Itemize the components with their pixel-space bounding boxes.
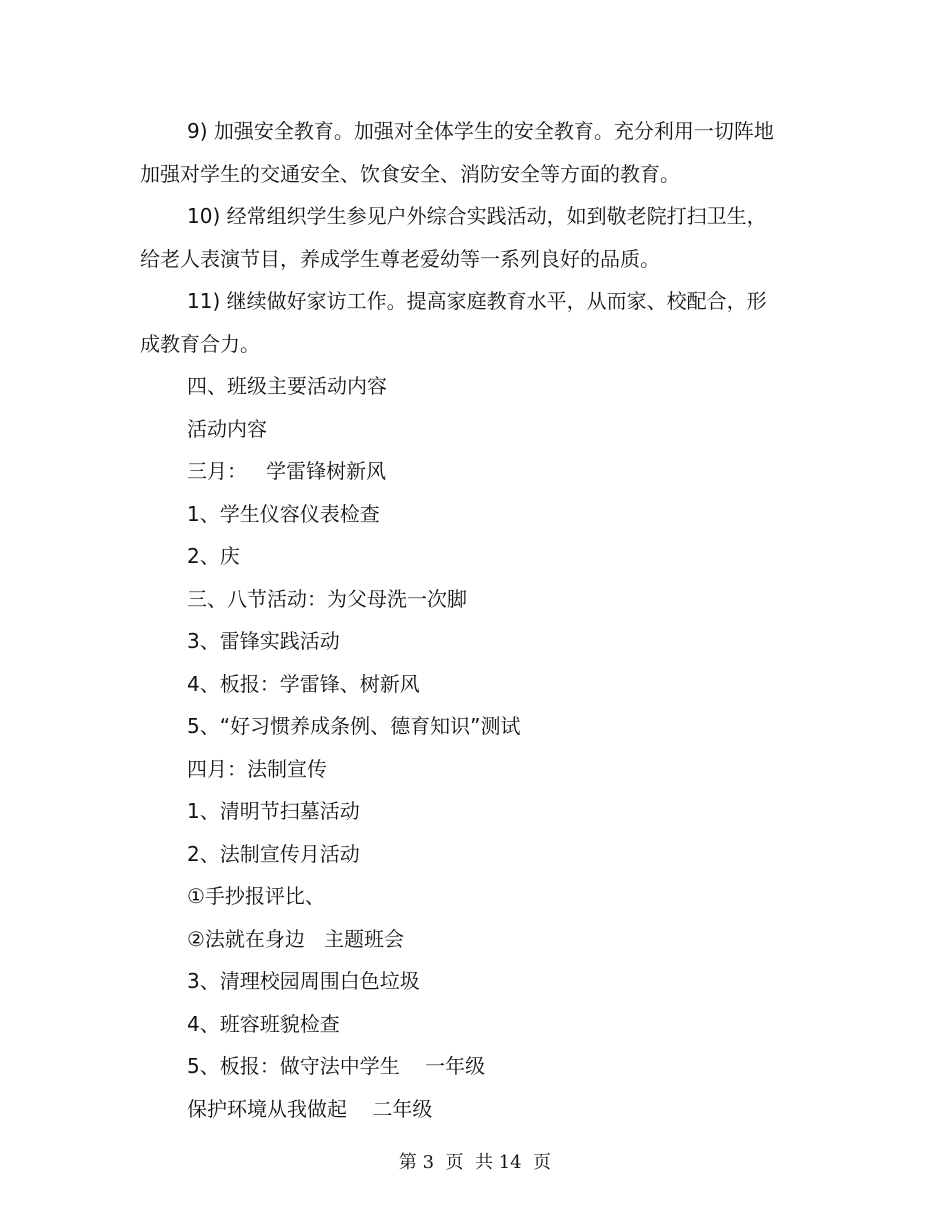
list-item: 1、清明节扫墓活动 — [187, 799, 360, 823]
section-heading: 四、班级主要活动内容 — [187, 374, 387, 398]
list-item: 2、庆 — [187, 544, 240, 568]
list-item: 4、班容班貌检查 — [187, 1011, 340, 1036]
list-item: 3、清理校园周围白色垃圾 — [187, 969, 420, 993]
document-body — [140, 110, 780, 1130]
paragraph-item-11: 11) 继续做好家访工作。提高家庭教育水平，从而家、校配合，形成教育合力。 — [140, 289, 767, 356]
page-number-footer: 第 3 页 共 14 页 — [398, 1152, 552, 1173]
month-heading-april: 四月：法制宣传 — [187, 756, 327, 781]
list-item: 3、雷锋实践活动 — [187, 629, 340, 653]
list-item: 4、板报：学雷锋、树新风 — [187, 671, 420, 696]
list-item: ①手抄报评比、 — [187, 884, 325, 908]
list-item: 1、学生仪容仪表检查 — [187, 501, 380, 526]
list-item: 保护环境从我做起 二年级 — [187, 1096, 433, 1121]
list-item: ②法就在身边 主题班会 — [187, 926, 405, 951]
list-item: 三、八节活动：为父母洗一次脚 — [187, 586, 467, 611]
list-item: 5、“好习惯养成条例、德育知识”测试 — [187, 714, 521, 738]
paragraph-item-9: 9) 加强安全教育。加强对全体学生的安全教育。充分利用一切阵地加强对学生的交通安全、饮食安全、消防安全等方面的教育。 — [140, 119, 774, 186]
subheading: 活动内容 — [187, 416, 267, 441]
list-item: 5、板报：做守法中学生 一年级 — [187, 1054, 486, 1078]
list-item: 2、法制宣传月活动 — [187, 841, 360, 866]
month-heading-march: 三月： 学雷锋树新风 — [187, 459, 387, 483]
paragraph-item-10: 10) 经常组织学生参见户外综合实践活动，如到敬老院打扫卫生，给老人表演节目，养成学生尊老爱幼等一系列良好的品质。 — [140, 204, 767, 271]
